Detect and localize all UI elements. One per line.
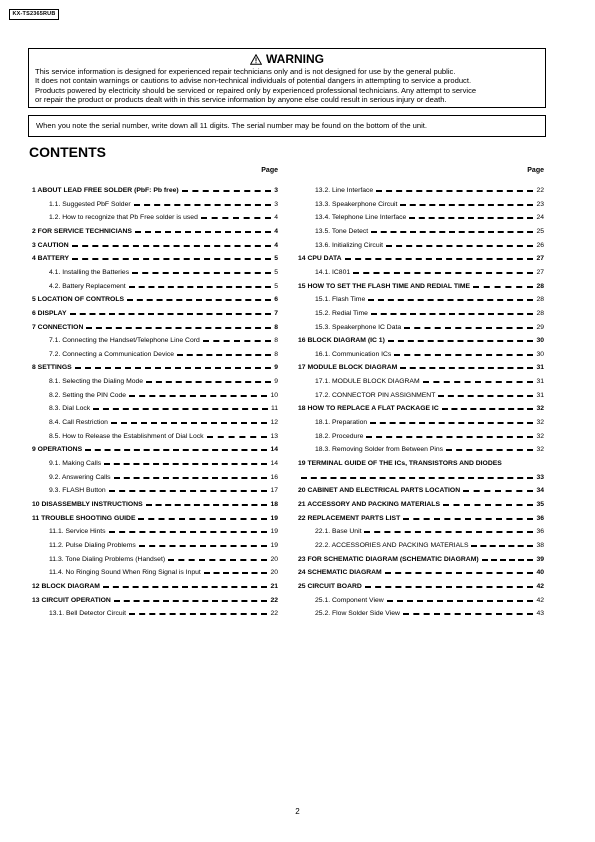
toc-entry-title: 9 OPERATIONS [32,446,83,454]
toc-entry-title: 6 DISPLAY [32,309,67,317]
toc-entry-title: 8.1. Selecting the Dialing Mode [49,378,144,386]
toc-leader-dashes [403,613,534,615]
warning-text [35,67,541,104]
toc-entry-page: 10 [270,391,278,399]
toc-right-column [298,166,544,618]
toc-entry-title: 25.1. Component View [315,596,384,604]
toc-leader-dashes [204,572,268,574]
toc-entry-title: 15 HOW TO SET THE FLASH TIME AND REDIAL TIME [298,282,471,290]
toc-entry-title: 22.2. ACCESSORIES AND PACKING MATERIALS [315,541,469,549]
toc-entry-page: 20 [270,555,278,563]
toc-leader-dashes [70,313,272,315]
toc-entry-page: 22 [270,610,278,618]
toc-entry-title: 22 REPLACEMENT PARTS LIST [298,514,401,522]
toc-leader-dashes [400,367,533,369]
toc-entry-page: 31 [536,378,544,386]
toc-entry-page: 40 [536,569,544,577]
toc-entry-page: 24 [536,214,544,222]
toc-entry[interactable] [298,609,544,618]
toc-entry[interactable] [298,309,544,318]
toc-entry-page: 32 [536,446,544,454]
toc-entry-page: 8 [274,323,278,331]
toc-entry-page: 22 [270,596,278,604]
toc-leader-dashes [365,586,534,588]
toc-leader-dashes [364,531,533,533]
toc-entry[interactable] [298,555,544,564]
toc-entry-page: 12 [270,419,278,427]
warning-line: or repair the product or products dealt with in this service information by anyone else could result in serious injury or death. [35,94,447,104]
toc-entry-page: 33 [536,473,544,481]
toc-entry-title: 1.2. How to recognize that Pb Free solder is used [49,214,198,222]
toc-entry[interactable] [32,418,278,427]
toc-leader-dashes [438,395,533,397]
toc-entry-title: 4 BATTERY [32,255,70,263]
toc-entry[interactable] [298,500,544,509]
toc-leader-dashes [201,217,271,219]
toc-leader-dashes [103,586,267,588]
toc-entry[interactable] [298,227,544,236]
toc-leader-dashes [463,490,533,492]
toc-entry-page: 28 [536,282,544,290]
toc-entry[interactable] [32,391,278,400]
toc-leader-dashes [370,422,533,424]
toc-entry[interactable] [32,527,278,536]
warning-line: It does not contain warnings or cautions to advise non-technical individuals of potential dangers in attempting to service a product. [35,76,472,86]
page-column-header: Page [527,167,544,174]
toc-leader-dashes [168,559,267,561]
toc-entry-page: 16 [270,473,278,481]
toc-entry-page: 27 [536,255,544,263]
toc-entry[interactable] [32,596,278,605]
toc-entry[interactable] [298,445,544,454]
toc-entry-title: 11 TROUBLE SHOOTING GUIDE [32,514,136,522]
toc-entry[interactable] [32,486,278,495]
toc-leader-dashes [129,613,267,615]
toc-entry-page: 36 [536,514,544,522]
toc-entry[interactable] [298,596,544,605]
toc-leader-dashes [471,545,533,547]
toc-entry-title: 4.2. Battery Replacement [49,282,126,290]
toc-entry-page: 38 [536,541,544,549]
toc-entry-page: 26 [536,241,544,249]
toc-entry[interactable] [32,282,278,291]
toc-leader-dashes [72,245,272,247]
warning-line: Products powered by electricity should be serviced or repaired only by experienced professional technicians. Any attempt to service [35,85,477,95]
toc-entry-page: 4 [274,241,278,249]
toc-entry-page: 30 [536,350,544,358]
toc-entry-title: 24 SCHEMATIC DIAGRAM [298,569,382,577]
toc-entry-title: 1 ABOUT LEAD FREE SOLDER (PbF: Pb free) [32,187,179,194]
page-number: 2 [295,807,300,816]
toc-leader-dashes [386,245,533,247]
toc-entry-title: 18.3. Removing Solder from Between Pins [315,446,444,454]
toc-leader-dashes [423,381,534,383]
toc-entry[interactable] [32,377,278,386]
toc-entry[interactable] [32,254,278,263]
toc-leader-dashes [371,231,533,233]
toc-entry-page: 6 [274,296,278,304]
toc-entry[interactable] [298,486,544,495]
toc-entry-title: 9.3. FLASH Button [49,487,106,495]
toc-leader-dashes [75,367,272,369]
toc-entry-page: 32 [536,432,544,440]
toc-entry-title: 13.1. Bell Detector Circuit [49,610,127,618]
toc-entry[interactable] [298,473,544,482]
toc-leader-dashes [203,340,271,342]
toc-entry-title: 18.2. Procedure [315,432,364,440]
toc-left-column [32,166,278,618]
toc-leader-dashes [85,449,267,451]
toc-entry-page: 28 [536,309,544,317]
toc-entry-page: 31 [536,391,544,399]
toc-entry-title: 13.5. Tone Detect [315,227,369,235]
toc-entry-page: 27 [536,268,544,276]
toc-entry-page: 7 [274,309,278,317]
warning-title-text: WARNING [266,52,324,66]
toc-entry[interactable] [298,568,544,577]
toc-entry[interactable] [32,268,278,277]
toc-entry-page: 21 [270,582,278,590]
toc-entry[interactable] [298,404,544,413]
toc-leader-dashes [385,572,534,574]
toc-entry[interactable] [32,227,278,236]
toc-entry[interactable] [298,254,544,263]
toc-entry[interactable] [298,295,544,304]
toc-entry-title: 3 CAUTION [32,241,69,249]
toc-entry[interactable] [32,350,278,359]
toc-entry-title: 7 CONNECTION [32,323,84,331]
toc-leader-dashes [403,518,533,520]
toc-entry-page: 8 [274,337,278,345]
toc-entry-title: 13.6. Initializing Circuit [315,241,383,249]
toc-entry-page: 5 [274,255,278,263]
toc-entry-page: 19 [270,528,278,536]
toc-entry-title: 25.2. Flow Solder Side View [315,610,400,618]
toc-entry-page: 30 [536,337,544,345]
toc-entry[interactable] [298,459,544,468]
toc-entry[interactable] [32,432,278,441]
toc-entry[interactable] [298,541,544,550]
toc-leader-dashes [146,381,271,383]
toc-leader-dashes [301,477,533,479]
toc-entry[interactable] [32,582,278,591]
toc-entry-page: 32 [536,419,544,427]
toc-entry[interactable] [298,323,544,332]
toc-entry-page: 13 [270,432,278,440]
toc-leader-dashes [132,272,271,274]
toc-entry[interactable] [298,350,544,359]
toc-leader-dashes [114,477,268,479]
toc-entry-page: 35 [536,500,544,508]
toc-leader-dashes [443,504,533,506]
toc-leader-dashes [109,490,268,492]
toc-entry[interactable] [298,418,544,427]
toc-entry[interactable] [32,445,278,454]
toc-entry-title: 12 BLOCK DIAGRAM [32,582,100,590]
toc-leader-dashes [207,436,268,438]
toc-entry-page: 43 [536,610,544,618]
toc-leader-dashes [409,217,533,219]
toc-entry-title: 18 HOW TO REPLACE A FLAT PACKAGE IC [298,405,439,413]
toc-entry-title: 19 TERMINAL GUIDE OF THE ICs, TRANSISTORS AND DIODES [298,460,502,467]
toc-entry-title: 14.1. IC801 [315,268,351,276]
toc-entry-title: 14 CPU DATA [298,255,342,263]
toc-entry[interactable] [32,555,278,564]
toc-entry-page: 42 [536,596,544,604]
toc-leader-dashes [72,258,271,260]
toc-entry-page: 19 [270,541,278,549]
toc-leader-dashes [353,272,533,274]
toc-entry-title: 15.1. Flash Time [315,296,366,304]
toc-entry-title: 1.1. Suggested PbF Solder [49,200,131,208]
toc-entry-title: 16 BLOCK DIAGRAM (IC 1) [298,337,385,345]
toc-entry-title: 13.4. Telephone Line Interface [315,214,407,222]
toc-entry-title: 9.1. Making Calls [49,460,102,467]
toc-entry-page: 8 [274,350,278,358]
toc-entry-page: 23 [536,200,544,208]
toc-entry-page: 36 [536,528,544,536]
toc-entry-title: 11.4. No Ringing Sound When Ring Signal is Input [49,569,201,577]
warning-title [29,52,545,66]
toc-entry-title: 8.5. How to Release the Establishment of Dial Lock [49,432,204,440]
toc-entry-page: 32 [536,405,544,413]
toc-entry-title: 18.1. Preparation [315,419,368,427]
toc-entry[interactable] [298,282,544,291]
toc-entry-title: 13.3. Speakerphone Circuit [315,200,398,208]
toc-entry-title: 8.3. Dial Lock [49,405,91,413]
toc-entry-title: 8.4. Call Restriction [49,419,108,427]
warning-line: This service information is designed for experienced repair technicians only and is not designed for use by the general public. [35,67,456,76]
toc-leader-dashes [129,395,267,397]
toc-entry-page: 42 [536,582,544,590]
toc-entry-title: 17 MODULE BLOCK DIAGRAM [298,364,398,372]
toc-entry-title: 13 CIRCUIT OPERATION [32,596,111,604]
toc-entry[interactable] [32,473,278,482]
toc-leader-dashes [366,436,533,438]
toc-entry[interactable] [298,268,544,277]
toc-entry-page: 14 [270,460,278,467]
toc-entry-page: 14 [270,446,278,454]
toc-entry[interactable] [32,295,278,304]
toc-entry-page: 34 [536,487,544,495]
toc-entry[interactable] [32,186,278,195]
toc-entry-title: 10 DISASSEMBLY INSTRUCTIONS [32,500,143,508]
toc-entry-title: 8.2. Setting the PIN Code [49,391,127,399]
toc-leader-dashes [134,204,272,206]
toc-leader-dashes [473,286,533,288]
toc-entry[interactable] [32,363,278,372]
toc-entry-title: 16.1. Communication ICs [315,350,392,358]
toc-entry[interactable] [32,500,278,509]
toc-entry[interactable] [298,241,544,250]
toc-entry[interactable] [32,514,278,523]
toc-leader-dashes [139,545,268,547]
toc-entry-title: 11.2. Pulse Dialing Problems [49,541,136,549]
toc-entry[interactable] [298,582,544,591]
model-number-label: KX-TS2365RUB [9,9,59,20]
toc-leader-dashes [387,600,534,602]
toc-entry[interactable] [32,459,278,468]
toc-entry-page: 18 [270,500,278,508]
toc-leader-dashes [376,190,533,192]
toc-entry-title: 22.1. Base Unit [315,528,362,536]
toc-entry[interactable] [298,363,544,372]
toc-entry-title: 13.2. Line Interface [315,187,374,194]
toc-entry-title: 7.1. Connecting the Handset/Telephone Line Cord [49,337,200,345]
toc-leader-dashes [111,422,268,424]
toc-entry-page: 22 [536,187,544,194]
toc-entry-page: 9 [274,364,278,372]
toc-leader-dashes [442,408,534,410]
toc-entry[interactable] [298,527,544,536]
toc-entry-page: 19 [270,514,278,522]
toc-entry-title: 20 CABINET AND ELECTRICAL PARTS LOCATION [298,487,461,495]
toc-entry[interactable] [298,213,544,222]
warning-box [28,48,546,108]
toc-entry[interactable] [298,432,544,441]
toc-leader-dashes [368,299,533,301]
toc-entry[interactable] [298,377,544,386]
toc-leader-dashes [400,204,533,206]
toc-entry-page: 28 [536,296,544,304]
toc-entry[interactable] [32,541,278,550]
toc-leader-dashes [146,504,268,506]
toc-entry[interactable] [298,200,544,209]
toc-entry-page: 31 [536,364,544,372]
toc-entry[interactable] [298,514,544,523]
contents-heading: CONTENTS [29,144,106,160]
toc-entry[interactable] [298,391,544,400]
toc-leader-dashes [345,258,534,260]
toc-leader-dashes [394,354,533,356]
toc-leader-dashes [129,286,272,288]
toc-leader-dashes [446,449,533,451]
toc-entry-page: 5 [274,282,278,290]
toc-entry-page: 4 [274,227,278,235]
warning-triangle-icon [250,54,262,65]
page-column-header: Page [261,167,278,174]
toc-entry-title: 21 ACCESSORY AND PACKING MATERIALS [298,500,440,508]
toc-leader-dashes [114,600,268,602]
toc-entry-page: 29 [536,323,544,331]
toc-entry-title: 15.3. Speakerphone IC Data [315,323,402,331]
toc-entry[interactable] [32,568,278,577]
toc-entry-page: 5 [274,268,278,276]
toc-entry-title: 5 LOCATION OF CONTROLS [32,296,125,304]
toc-leader-dashes [93,408,268,410]
toc-entry[interactable] [32,213,278,222]
toc-entry-page: 3 [274,187,278,194]
serial-number-note: When you note the serial number, write down all 11 digits. The serial number may be found on the bottom of the unit. [28,115,546,137]
toc-entry-title: 17.2. CONNECTOR PIN ASSIGNMENT [315,391,436,399]
toc-leader-dashes [482,559,534,561]
toc-entry-title: 11.1. Service Hints [49,528,106,536]
toc-entry[interactable] [32,309,278,318]
toc-leader-dashes [127,299,271,301]
toc-entry-title: 17.1. MODULE BLOCK DIAGRAM [315,378,420,386]
toc-entry-title: 4.1. Installing the Batteries [49,268,130,276]
toc-entry[interactable] [298,186,544,195]
toc-leader-dashes [371,313,534,315]
toc-leader-dashes [135,231,271,233]
toc-entry[interactable] [32,336,278,345]
toc-leader-dashes [86,327,271,329]
toc-entry-title: 23 FOR SCHEMATIC DIAGRAM (SCHEMATIC DIAGRAM) [298,555,479,563]
toc-entry-title: 2 FOR SERVICE TECHNICIANS [32,227,132,235]
toc-entry-title: 11.3. Tone Dialing Problems (Handset) [49,555,166,563]
toc-entry-page: 39 [536,555,544,563]
toc-entry[interactable] [32,404,278,413]
toc-entry-title: 7.2. Connecting a Communication Device [49,350,175,358]
toc-entry-page: 17 [270,487,278,495]
toc-entry-title: 15.2. Redial Time [315,309,368,317]
toc-leader-dashes [104,463,267,465]
toc-entry-page: 9 [274,378,278,386]
toc-entry-page: 11 [270,405,278,413]
toc-leader-dashes [177,354,271,356]
toc-leader-dashes [182,190,272,192]
toc-entry[interactable] [32,241,278,250]
toc-entry-title: 9.2. Answering Calls [49,473,111,481]
toc-leader-dashes [109,531,268,533]
toc-entry-page: 4 [274,214,278,222]
toc-entry-page: 3 [274,200,278,208]
toc-entry-title: 25 CIRCUIT BOARD [298,582,362,590]
toc-entry-page: 20 [270,569,278,577]
toc-entry-page: 25 [536,227,544,235]
toc-entry[interactable] [32,323,278,332]
toc-leader-dashes [388,340,534,342]
toc-leader-dashes [138,518,267,520]
toc-entry[interactable] [32,609,278,618]
toc-entry[interactable] [32,200,278,209]
toc-entry-title: 8 SETTINGS [32,364,72,372]
toc-entry[interactable] [298,336,544,345]
toc-leader-dashes [404,327,533,329]
